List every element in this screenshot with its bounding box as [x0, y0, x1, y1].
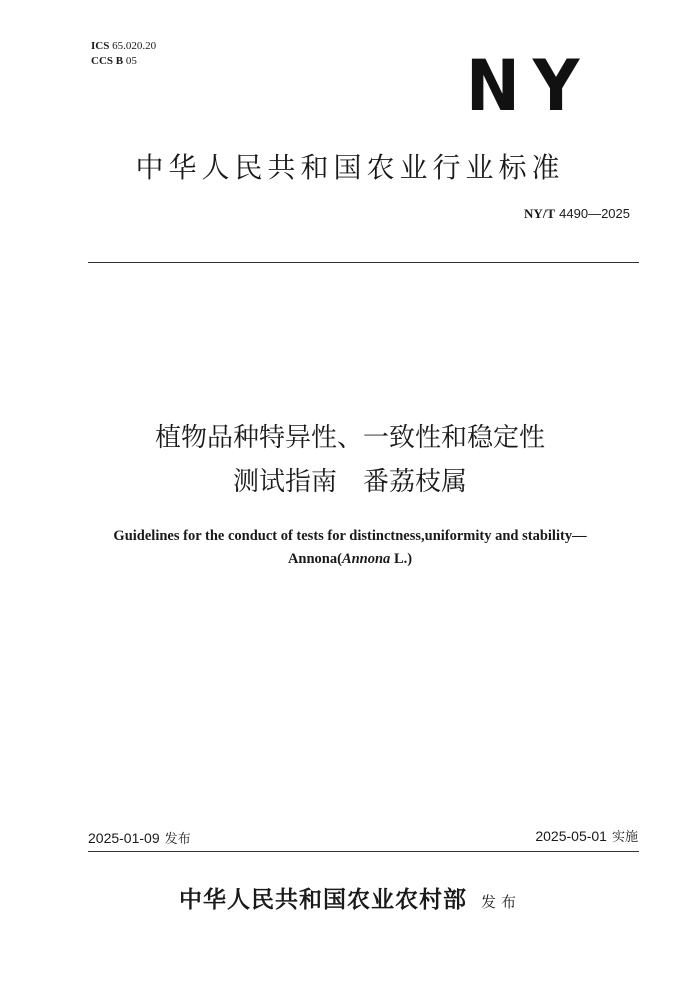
ccs-label: CCS B [91, 55, 124, 67]
ics-code: 65.020.20 [112, 40, 157, 52]
effective-date [535, 827, 638, 847]
publisher [0, 885, 700, 915]
publisher-action: 发布 [480, 893, 521, 911]
standard-type-heading: 中华人民共和国农业行业标准 [135, 151, 565, 184]
ics-label: ICS [91, 40, 110, 52]
header-divider [88, 262, 639, 263]
ccs-code: 05 [125, 55, 137, 67]
title-en-genus: Annona( [287, 551, 342, 567]
title-en-line-1: Guidelines for the conduct of tests for distinctness,uniformity and stability— [113, 528, 587, 544]
ics-classification [91, 40, 156, 53]
issue-date-label: 发布 [164, 832, 191, 847]
title-en-line-2 [0, 549, 700, 569]
issue-date-value: 2025-01-09 [88, 830, 160, 846]
standard-number-prefix: NY/T [523, 206, 556, 221]
publisher-name: 中华人民共和国农业农村部 [178, 886, 467, 913]
issue-date [88, 829, 191, 849]
ny-logo: NY [465, 45, 592, 127]
effective-date-label: 实施 [611, 830, 638, 845]
standard-number-value: 4490—2025 [559, 206, 630, 221]
effective-date-value: 2025-05-01 [535, 828, 607, 844]
ccs-classification [91, 55, 137, 68]
title-cn-line-1: 植物品种特异性、一致性和稳定性 [154, 423, 545, 453]
title-cn-line-2: 测试指南 番荔枝属 [232, 467, 467, 497]
title-en-latin-name: Annona [341, 551, 391, 567]
title-en-author: L.) [390, 551, 413, 567]
standard-number [524, 206, 630, 223]
footer-divider [88, 851, 639, 852]
